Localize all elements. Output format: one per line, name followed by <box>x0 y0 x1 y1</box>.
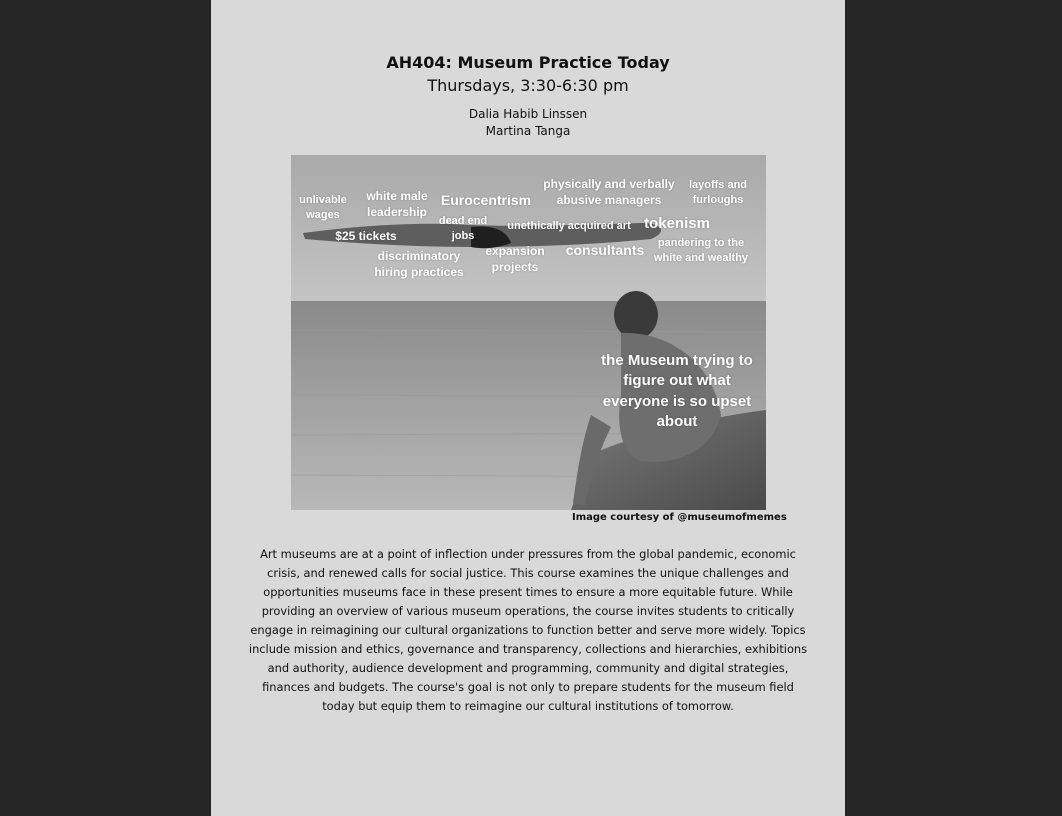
meme-caption: consultants <box>565 242 645 258</box>
meme-caption: expansion projects <box>485 244 545 275</box>
instructor-name: Martina Tanga <box>485 124 571 138</box>
course-description: Art museums are at a point of inflection under pressures from the global pandemic, economic crisis, and renewed calls for social justice. This course examines the unique challenges and opportunities museums face in these present times to ensure a more equitable future. While providing an overview of various museum operations, the course invites students to critically engage in reimagining our cultural organizations to function better and serve more widely. Topics include mission and ethics, governance and transparency, collections and hierarchies, exhibitions and authority, audience development and programming, community and digital strategies, finances and budgets. The course's goal is not only to prepare students for the museum field today but equip them to reimagine our cultural institutions of tomorrow. <box>248 547 808 713</box>
meme-caption: dead end jobs <box>438 215 488 242</box>
meme-caption: the Museum trying to figure out what everyone is so upset about <box>601 352 753 430</box>
meme-caption: white male leadership <box>366 189 428 220</box>
instructor-name: Dalia Habib Linssen <box>468 107 588 121</box>
document-page <box>211 0 845 816</box>
meme-image <box>291 155 766 510</box>
meme-caption: $25 tickets <box>335 229 397 243</box>
meme-caption: unethically acquired art <box>507 220 631 232</box>
meme-caption: layoffs and furloughs <box>688 179 748 206</box>
course-schedule: Thursdays, 3:30-6:30 pm <box>427 76 629 95</box>
image-credit: Image courtesy of @museumofmemes <box>572 512 787 523</box>
meme-caption: tokenism <box>644 215 710 232</box>
course-title: AH404: Museum Practice Today <box>386 53 670 72</box>
meme-caption: physically and verbally abusive managers <box>543 177 675 208</box>
meme-caption: Eurocentrism <box>440 192 532 208</box>
meme-caption: unlivable wages <box>299 194 347 221</box>
meme-caption: pandering to the white and wealthy <box>653 237 749 264</box>
meme-caption: discriminatory hiring practices <box>374 249 464 280</box>
